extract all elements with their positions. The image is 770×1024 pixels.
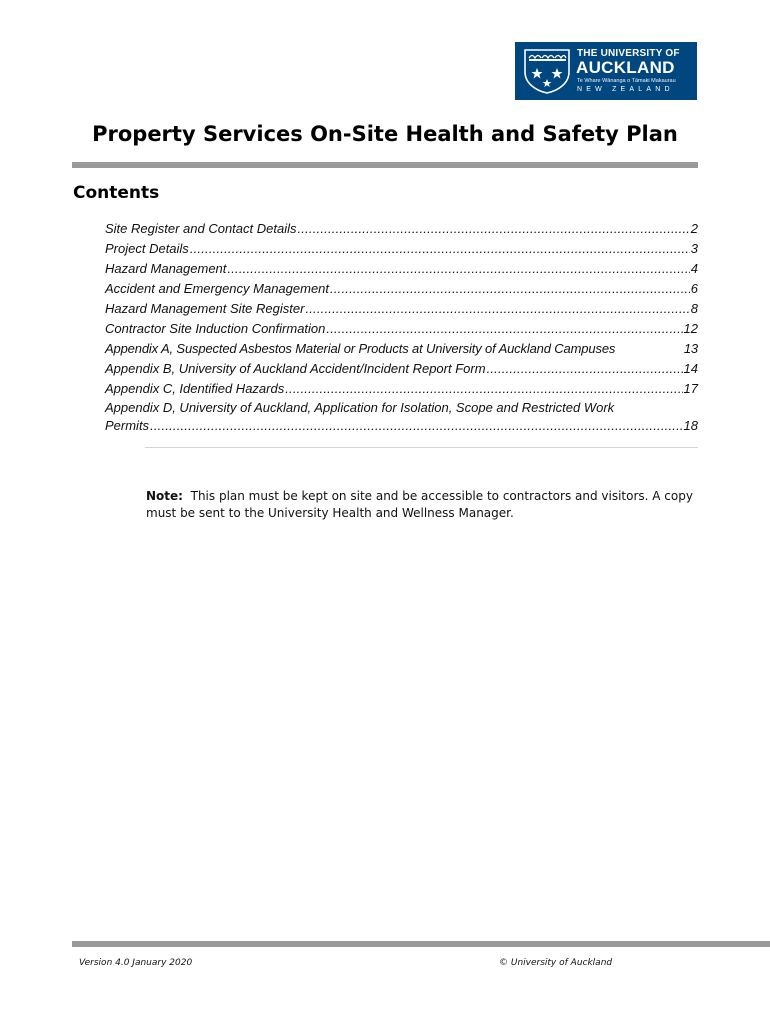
- logo-line-1: THE UNIVERSITY OF: [577, 48, 680, 59]
- toc-entry[interactable]: [105, 279, 698, 299]
- toc-entry-title: Appendix B, University of Auckland Accident/Incident Report Form: [105, 361, 486, 376]
- toc-entry[interactable]: [105, 299, 698, 319]
- logo-line-4: NEW ZEALAND: [577, 86, 674, 93]
- toc-entry-title: Project Details: [105, 241, 189, 256]
- toc-entry-page: 18: [683, 418, 698, 433]
- toc-entry-page: 12: [683, 321, 698, 336]
- toc-entry-page: 14: [683, 361, 698, 376]
- toc-entry-title: Hazard Management: [105, 261, 227, 276]
- toc-entry-page: 3: [690, 241, 698, 256]
- note-text: This plan must be kept on site and be accessible to contractors and visitors. A copy must be sent to the University Health and Wellness Manager.: [146, 489, 693, 520]
- toc-entry[interactable]: [105, 259, 698, 279]
- toc-entry-title: Appendix C, Identified Hazards: [105, 381, 285, 396]
- toc-entry[interactable]: [105, 359, 698, 379]
- toc-entry-title: Site Register and Contact Details: [105, 221, 297, 236]
- toc-entry-page: 6: [690, 281, 698, 296]
- toc-entry-page: 2: [690, 221, 698, 236]
- note-label: Note:: [146, 489, 183, 503]
- footer-divider: [72, 941, 770, 947]
- toc-divider: [145, 447, 698, 448]
- title-divider: [72, 162, 698, 168]
- toc-entry-title: Appendix A, Suspected Asbestos Material or Products at University of Auckland Campuses: [105, 341, 616, 356]
- toc-entry-title: Accident and Emergency Management: [105, 281, 330, 296]
- contents-heading: Contents: [73, 183, 160, 203]
- toc-entry-title-line-2: Permits: [105, 418, 150, 433]
- university-crest-icon: [523, 48, 571, 94]
- toc-entry[interactable]: [105, 339, 698, 359]
- toc-entry[interactable]: [105, 319, 698, 339]
- note-block: [146, 488, 706, 522]
- toc-entry-title: Contractor Site Induction Confirmation: [105, 321, 326, 336]
- toc-entry[interactable]: [105, 379, 698, 399]
- toc-entry-title: Hazard Management Site Register: [105, 301, 305, 316]
- toc-entry[interactable]: [105, 399, 698, 435]
- logo-line-3: Te Whare Wānanga o Tāmaki Makaurau: [577, 78, 676, 84]
- toc-entry-page: 17: [683, 381, 698, 396]
- table-of-contents: [105, 219, 698, 435]
- toc-entry-title-line-1: Appendix D, University of Auckland, Application for Isolation, Scope and Restricted Work: [105, 400, 615, 415]
- toc-entry-page: 8: [690, 301, 698, 316]
- toc-entry-page: 4: [690, 261, 698, 276]
- university-logo: [515, 42, 697, 100]
- logo-line-2: AUCKLAND: [576, 58, 675, 77]
- toc-entry[interactable]: [105, 219, 698, 239]
- page-title: Property Services On-Site Health and Safety Plan: [92, 122, 678, 146]
- footer-version: Version 4.0 January 2020: [79, 958, 193, 968]
- toc-entry[interactable]: [105, 239, 698, 259]
- toc-entry-page: 13: [683, 341, 698, 356]
- footer-copyright: © University of Auckland: [499, 958, 613, 968]
